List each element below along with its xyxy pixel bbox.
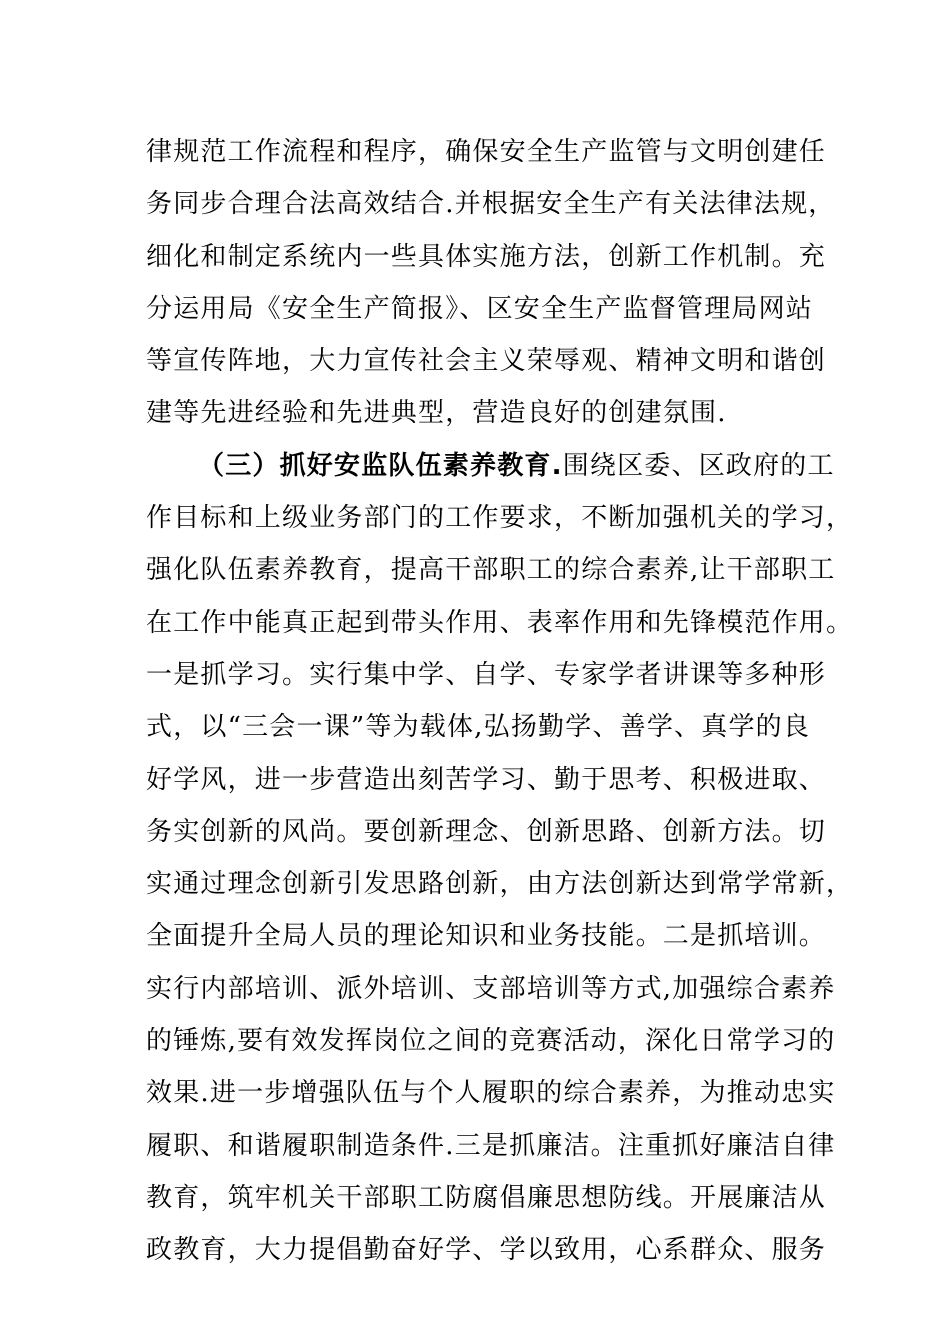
section-heading-line: [146, 440, 835, 492]
body-text: [146, 126, 854, 1277]
text-line: 等宣传阵地，大力宣传社会主义荣辱观、精神文明和谐创: [146, 346, 827, 377]
text-line: 细化和制定系统内一些具体实施方法，创新工作机制。充: [146, 241, 827, 272]
text-line: 作目标和上级业务部门的工作要求，不断加强机关的学习，: [146, 503, 854, 534]
text-line: 在工作中能真正起到带头作用、表率作用和先锋模范作用。: [146, 607, 854, 638]
text-line: 分运用局《安全生产简报》、区安全生产监督管理局网站: [146, 293, 814, 324]
text-line: 实通过理念创新引发思路创新，由方法创新达到常学常新，: [146, 869, 854, 900]
text-line: 务实创新的风尚。要创新理念、创新思路、创新方法。切: [146, 816, 827, 847]
text-line: 教育，筑牢机关干部职工防腐倡廉思想防线。开展廉洁从: [146, 1182, 827, 1213]
text-line: 全面提升全局人员的理论知识和业务技能。二是抓培训。: [146, 921, 827, 952]
section-heading: （三）抓好安监队伍素养教育.: [198, 450, 563, 481]
text-line: 式，以“三会一课”等为载体,弘扬勤学、善学、真学的良: [146, 712, 811, 743]
text-line: 律规范工作流程和程序，确保安全生产监管与文明创建任: [146, 137, 827, 167]
text-line: 效果.进一步增强队伍与个人履职的综合素养，为推动忠实: [146, 1078, 836, 1109]
text-line: 好学风，进一步营造出刻苦学习、勤于思考、积极进取、: [146, 764, 827, 795]
text-line: 建等先进经验和先进典型，营造良好的创建氛围.: [146, 398, 727, 429]
text-line: 的锤炼,要有效发挥岗位之间的竞赛活动，深化日常学习的: [146, 1026, 836, 1057]
section-heading-continuation: 围绕区委、区政府的工: [562, 450, 835, 481]
text-line: 实行内部培训、派外培训、支部培训等方式,加强综合素养: [146, 973, 836, 1004]
text-line: 强化队伍素养教育，提高干部职工的综合素养,让干部职工: [146, 555, 836, 586]
text-line: 务同步合理合法高效结合.并根据安全生产有关法律法规，: [146, 189, 836, 220]
text-line: 一是抓学习。实行集中学、自学、专家学者讲课等多种形: [146, 659, 827, 690]
text-line: 政教育，大力提倡勤奋好学、学以致用，心系群众、服务: [146, 1235, 827, 1266]
text-line: 履职、和谐履职制造条件.三是抓廉洁。注重抓好廉洁自律: [146, 1130, 836, 1161]
